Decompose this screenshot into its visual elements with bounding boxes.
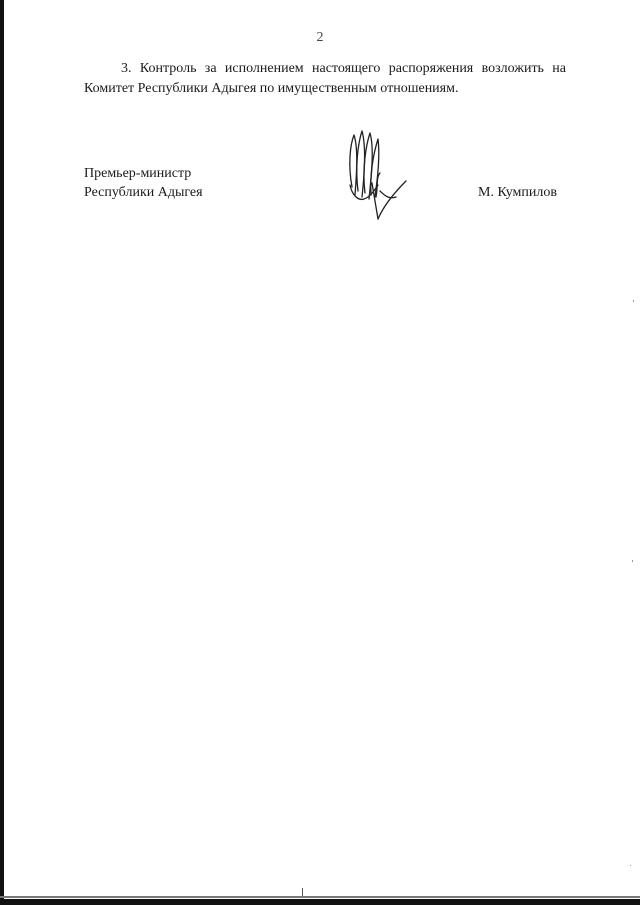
scan-border-left — [0, 0, 4, 905]
scan-speck — [632, 560, 633, 562]
scan-speck — [633, 300, 634, 302]
signer-title — [84, 164, 203, 202]
signer-title-line-1: Премьер-министр — [84, 166, 192, 181]
page-number: 2 — [316, 30, 324, 45]
signer-name: М. Кумпилов — [478, 185, 557, 200]
signer-title-line-2: Республики Адыгея — [84, 185, 203, 200]
scan-border-bottom — [0, 899, 640, 905]
signature-icon — [340, 125, 420, 225]
scan-border-bottom-shadow — [0, 896, 640, 898]
paragraph-item-3: 3. Контроль за исполнением настоящего распоряжения возложить на Комитет Республики Адыгея по имущественным отношениям. — [84, 61, 566, 96]
scan-speck — [630, 865, 631, 866]
